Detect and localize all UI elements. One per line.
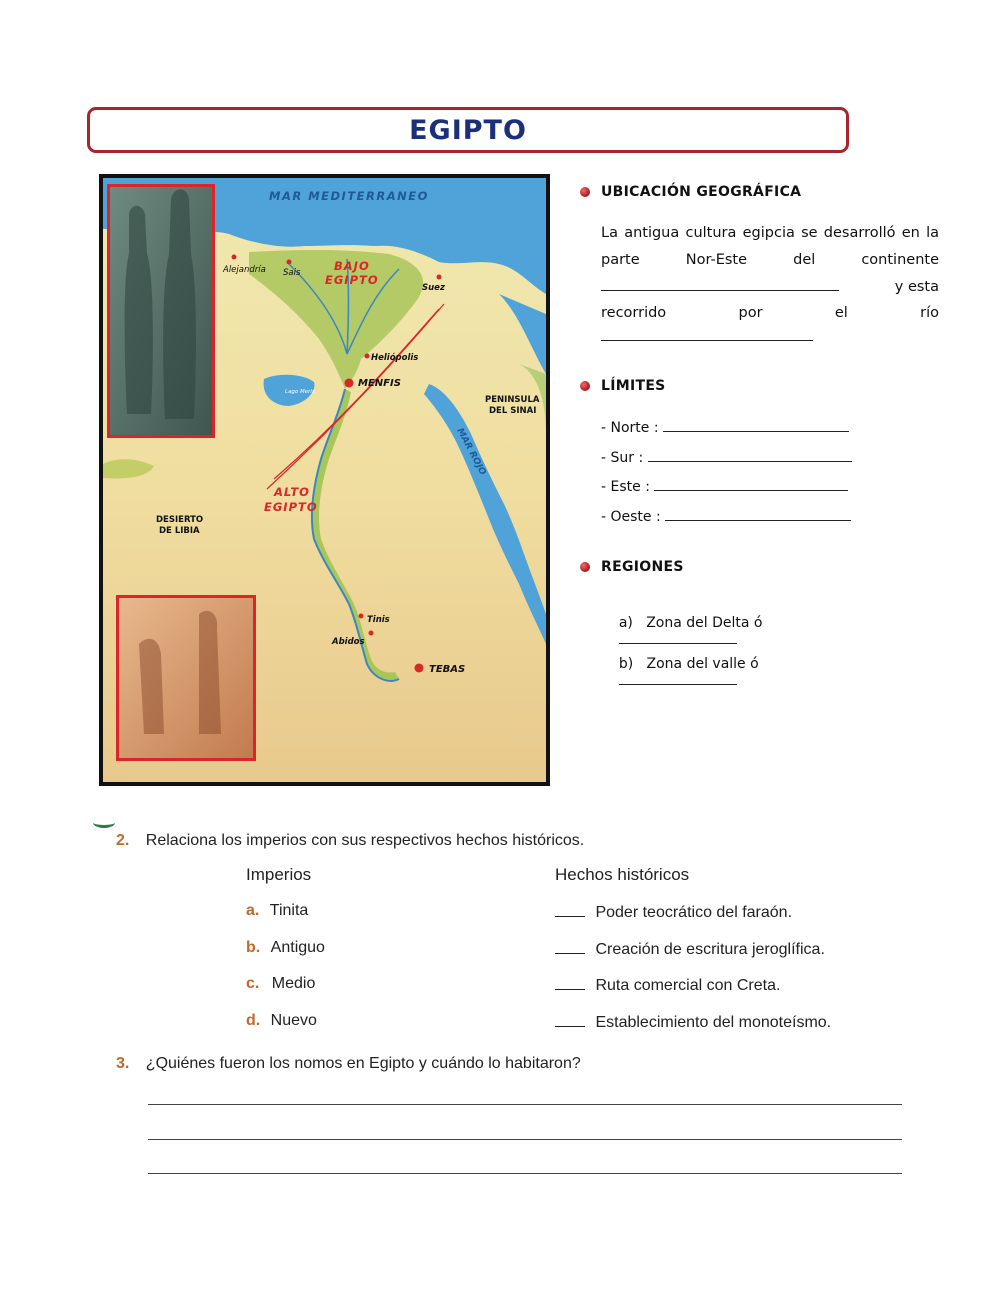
section-ubicacion: [580, 184, 801, 200]
hecho-row-1: [555, 902, 792, 922]
limite-norte-blank[interactable]: [663, 419, 849, 432]
ubicacion-line-3-end: y esta: [894, 279, 939, 295]
imperio-letter: b.: [246, 939, 261, 956]
hecho-text: Ruta comercial con Creta.: [595, 977, 781, 994]
question-2-text: Relaciona los imperios con sus respectivos hechos históricos.: [145, 832, 585, 849]
hecho-text: Poder teocrático del faraón.: [595, 904, 793, 921]
page-title: EGIPTO: [409, 114, 527, 146]
label-menfis: MENFIS: [358, 378, 401, 389]
label-alto-egipto: EGIPTO: [264, 500, 318, 514]
question-2-number: 2.: [116, 832, 130, 849]
limite-oeste-blank[interactable]: [665, 508, 851, 521]
limite-norte: [601, 419, 849, 436]
heading-limites: LÍMITES: [601, 378, 666, 394]
column-hechos: Hechos históricos: [555, 865, 690, 884]
imperio-name: Nuevo: [270, 1012, 317, 1029]
hecho-text: Creación de escritura jeroglífica.: [595, 941, 825, 958]
limite-este: [601, 478, 848, 495]
section-regiones: [580, 559, 684, 575]
imperio-name: Antiguo: [270, 939, 325, 956]
label-tebas: TEBAS: [429, 664, 466, 675]
region-valle: [601, 640, 759, 705]
hecho-blank[interactable]: [555, 939, 585, 954]
imperio-name: Tinita: [269, 902, 309, 919]
heading-ubicacion: UBICACIÓN GEOGRÁFICA: [601, 184, 802, 200]
label-abidos: Abidos: [332, 637, 365, 647]
hecho-row-3: [555, 975, 780, 995]
continent-blank[interactable]: [601, 278, 839, 291]
title-box: [87, 107, 849, 153]
egypt-map: [99, 174, 550, 786]
imperio-letter: c.: [246, 975, 260, 992]
region-delta-label: a) Zona del Delta ó: [618, 615, 763, 631]
question-2: [116, 832, 584, 850]
label-de-libia: DE LIBIA: [159, 526, 200, 536]
label-sais: Sais: [283, 268, 301, 278]
ubicacion-line-1: La antigua cultura egipcia se desarrolló en la: [601, 225, 939, 241]
label-tinis: Tinis: [367, 615, 390, 625]
ubicacion-line-3: [601, 274, 939, 301]
limite-oeste: [601, 508, 851, 525]
limite-sur-label: - Sur :: [601, 450, 644, 466]
region-valle-label: b) Zona del valle ó: [618, 656, 759, 672]
limite-sur: [601, 449, 852, 466]
decorative-arc: [93, 817, 115, 828]
question-3-number: 3.: [116, 1055, 130, 1072]
label-mar-rojo: MAR ROJO: [454, 426, 488, 477]
question-3-text: ¿Quiénes fueron los nomos en Egipto y cuándo lo habitaron?: [145, 1055, 581, 1072]
imperio-row-c: [246, 975, 315, 993]
hecho-text: Establecimiento del monoteísmo.: [595, 1014, 832, 1031]
imperio-name: Medio: [271, 975, 316, 992]
bullet-icon: [580, 381, 590, 391]
region-valle-blank[interactable]: [619, 672, 737, 685]
heading-regiones: REGIONES: [601, 559, 684, 575]
answer-line-2[interactable]: [148, 1139, 902, 1140]
label-suez: Suez: [422, 283, 445, 293]
imperio-letter: a.: [246, 902, 260, 919]
ubicacion-line-5: [601, 328, 813, 345]
answer-line-3[interactable]: [148, 1173, 902, 1174]
section-limites: [580, 378, 666, 394]
imperio-row-a: [246, 902, 308, 920]
bullet-icon: [580, 187, 590, 197]
label-alto: ALTO: [274, 485, 310, 499]
limite-sur-blank[interactable]: [648, 449, 852, 462]
hecho-blank[interactable]: [555, 902, 585, 917]
limite-este-blank[interactable]: [654, 478, 848, 491]
river-blank[interactable]: [601, 328, 813, 341]
imperio-row-d: [246, 1012, 317, 1030]
hecho-blank[interactable]: [555, 1012, 585, 1027]
label-peninsula: PENINSULA: [485, 395, 540, 405]
hecho-row-2: [555, 939, 825, 959]
label-desierto: DESIERTO: [156, 515, 204, 525]
label-del-sinai: DEL SINAI: [489, 406, 537, 416]
answer-line-1[interactable]: [148, 1104, 902, 1105]
ubicacion-line-4: recorrido por el río: [601, 305, 939, 321]
label-mar-mediterraneo: MAR MEDITERRANEO: [269, 189, 429, 203]
limite-oeste-label: - Oeste :: [601, 509, 661, 525]
column-imperios: Imperios: [246, 865, 312, 884]
imperio-row-b: [246, 939, 325, 957]
label-bajo-egipto: EGIPTO: [325, 273, 379, 287]
label-heliopolis: Heliópolis: [371, 353, 419, 363]
limite-este-label: - Este :: [601, 479, 650, 495]
limite-norte-label: - Norte :: [601, 420, 659, 436]
label-bajo: BAJO: [334, 259, 370, 273]
imperio-letter: d.: [246, 1012, 261, 1029]
label-lago-meris: Lago Meris: [285, 389, 315, 395]
bullet-icon: [580, 562, 590, 572]
hecho-row-4: [555, 1012, 831, 1032]
ubicacion-line-2: parte Nor-Este del continente: [601, 252, 939, 268]
question-3: [116, 1055, 581, 1073]
hecho-blank[interactable]: [555, 975, 585, 990]
label-alejandria: Alejandría: [223, 265, 266, 275]
